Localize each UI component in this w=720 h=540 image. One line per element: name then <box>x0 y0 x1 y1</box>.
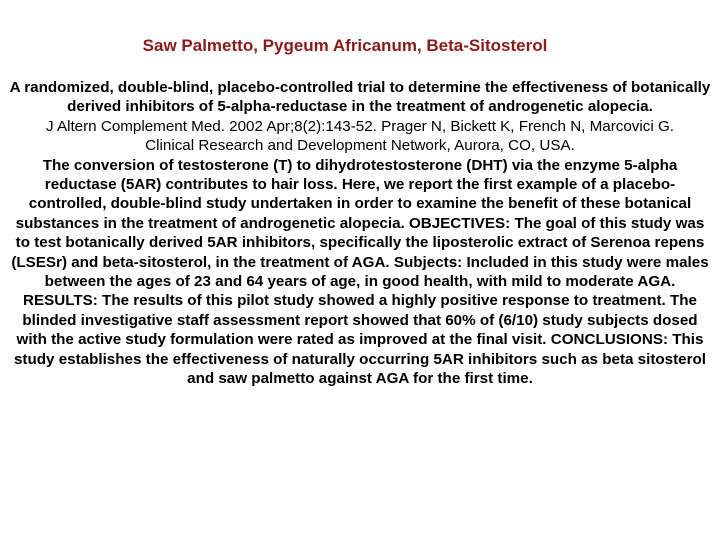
abstract-text: The conversion of testosterone (T) to dihydrotestosterone (DHT) via the enzyme 5-alpha reductase (5AR) contributes to hair loss. Here, we report the first example of a placebo-controlled, double-blind study undertaken in order to examine the benefit of these botanical substances in the treatment of androgenetic alopecia. OBJECTIVES: The goal of this study was to test botanically derived 5AR inhibitors, specifically the liposterolic extract of Serenoa repens (LSESr) and beta-sitosterol, in the treatment of AGA. Subjects: Included in this study were males between the ages of 23 and 64 years of age, in good health, with mild to moderate AGA. RESULTS: The results of this pilot study showed a highly positive response to treatment. The blinded investigative staff assessment report showed that 60% of (6/10) study subjects dosed with the active study formulation were rated as improved at the final visit. CONCLUSIONS: This study establishes the effectiveness of naturally occurring 5AR inhibitors such as beta sitosterol and saw palmetto against AGA for the first time. <box>11 156 709 388</box>
slide-body <box>8 78 712 389</box>
citation: J Altern Complement Med. 2002 Apr;8(2):143-52. Prager N, Bickett K, French N, Marcovici G. <box>45 117 674 135</box>
affiliation: Clinical Research and Development Network, Aurora, CO, USA. <box>145 137 575 155</box>
slide-title: Saw Palmetto, Pygeum Africanum, Beta-Sitosterol <box>142 36 548 55</box>
article-title: A randomized, double-blind, placebo-controlled trial to determine the effectiveness of botanically derived inhibitors of 5-alpha-reductase in the treatment of androgenetic alopecia. <box>9 79 711 116</box>
